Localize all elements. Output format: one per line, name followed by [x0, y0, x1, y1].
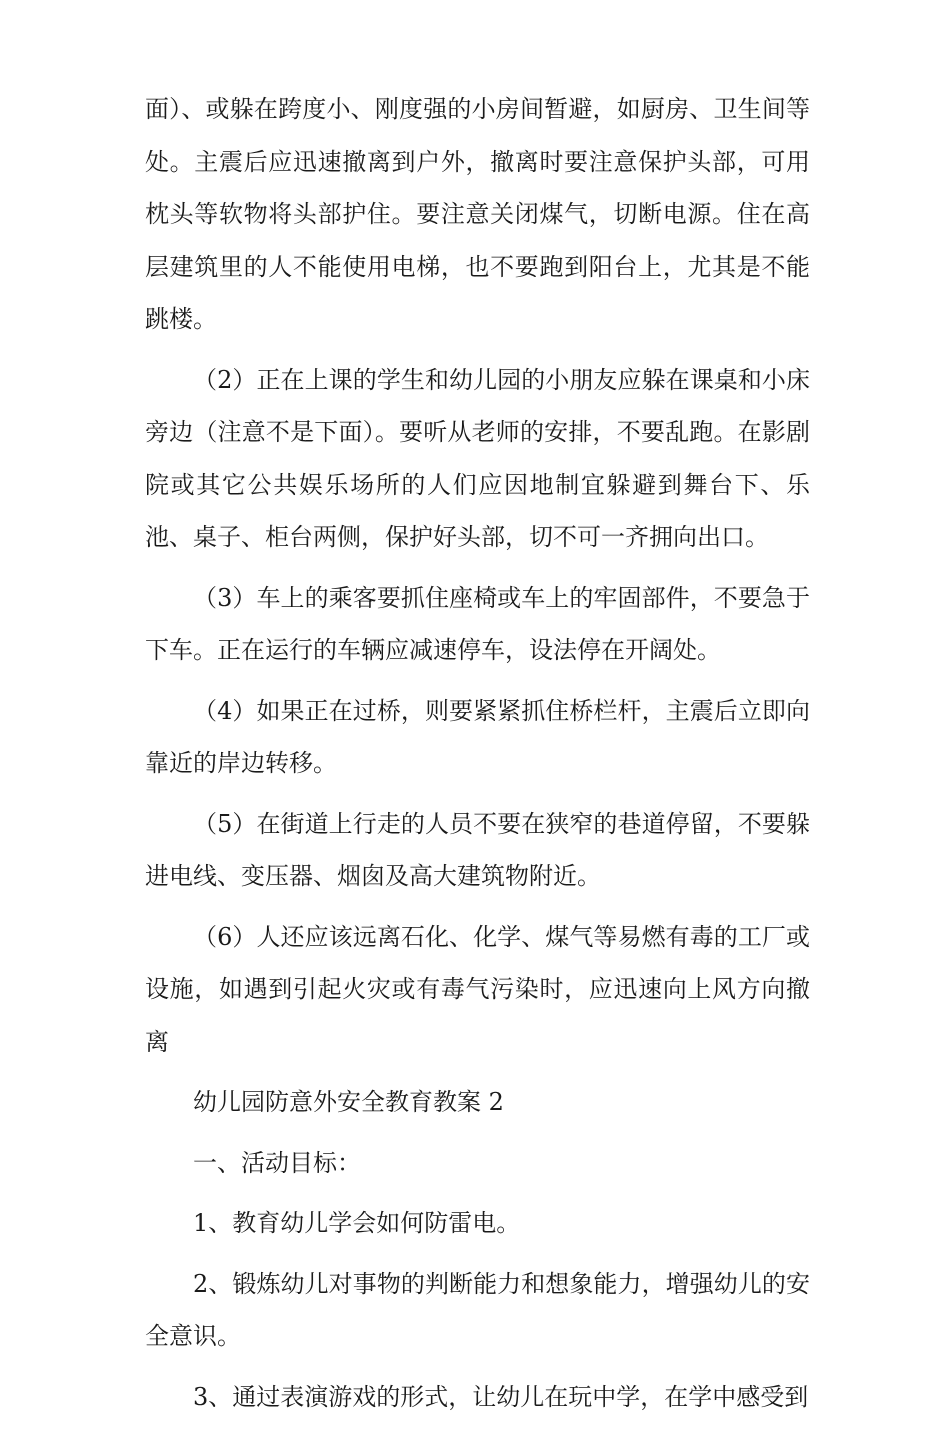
section-heading-goals: 一、活动目标：: [193, 1148, 361, 1177]
paragraph-item-4: （4）如果正在过桥，则要紧紧抓住桥栏杆，主震后立即向靠近的岸边转移。: [145, 696, 810, 777]
paragraph-item-5: （5）在街道上行走的人员不要在狭窄的巷道停留，不要躲进电线、变压器、烟囱及高大建筑物附近。: [145, 809, 810, 890]
section-title: 幼儿园防意外安全教育教案 2: [193, 1088, 504, 1116]
paragraph-item-3: （3）车上的乘客要抓住座椅或车上的牢固部件，不要急于下车。正在运行的车辆应减速停车，设法停在开阔处。: [145, 583, 810, 664]
document-body: [145, 83, 810, 1431]
goal-item-3: 3、通过表演游戏的形式，让幼儿在玩中学，在学中感受到: [193, 1382, 809, 1411]
paragraph-item-6: （6）人还应该远离石化、化学、煤气等易燃有毒的工厂或设施，如遇到引起火灾或有毒气污染时，应迅速向上风方向撤离: [145, 922, 810, 1056]
goal-item-1: 1、教育幼儿学会如何防雷电。: [193, 1209, 521, 1237]
goal-item-2: 2、锻炼幼儿对事物的判断能力和想象能力，增强幼儿的安全意识。: [145, 1269, 810, 1350]
paragraph-continuation: 面）、或躲在跨度小、刚度强的小房间暂避，如厨房、卫生间等处。主震后应迅速撤离到户外，撤离时要注意保护头部，可用枕头等软物将头部护住。要注意关闭煤气，切断电源。住在高层建筑里的人不能使用电梯，也不要跑到阳台上，尤其是不能跳楼。: [145, 95, 810, 333]
paragraph-item-2: （2）正在上课的学生和幼儿园的小朋友应躲在课桌和小床旁边（注意不是下面）。要听从老师的安排，不要乱跑。在影剧院或其它公共娱乐场所的人们应因地制宜躲避到舞台下、乐池、桌子、柜台两侧，保护好头部，切不可一齐拥向出口。: [145, 365, 810, 551]
